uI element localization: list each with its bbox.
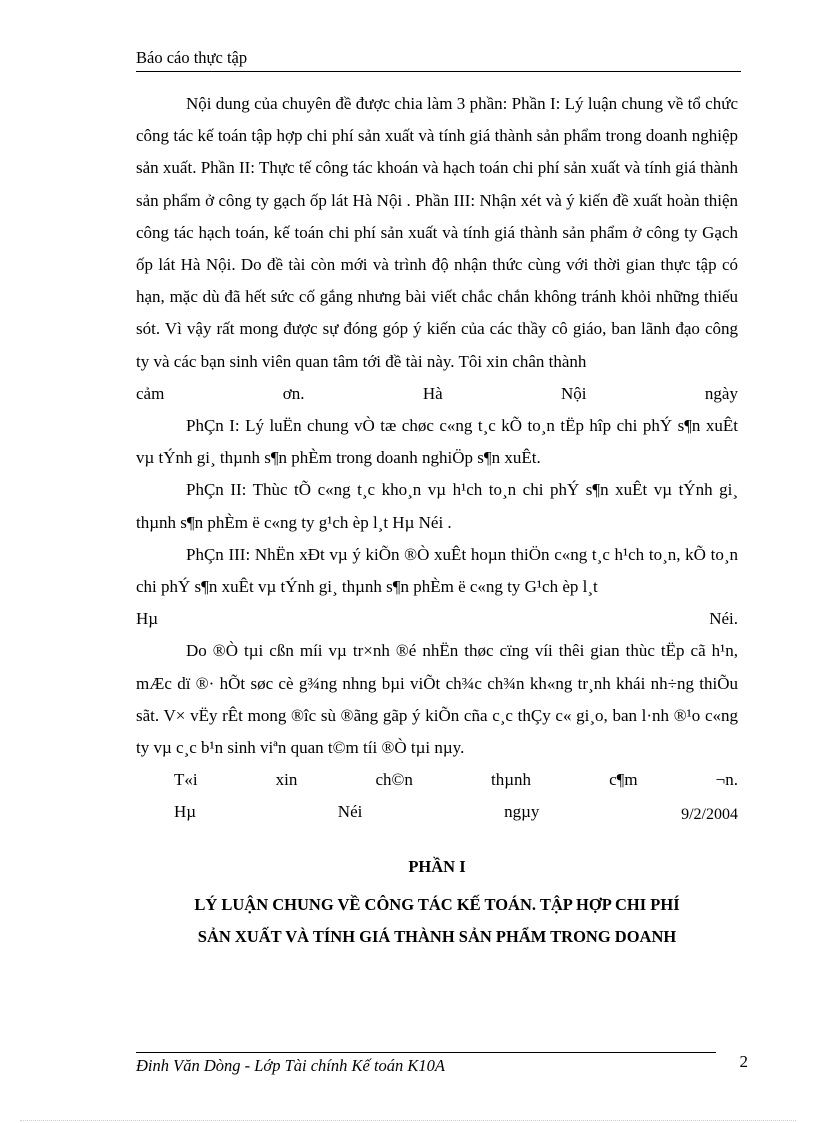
part-title-line-2: SẢN XUẤT VÀ TÍNH GIÁ THÀNH SẢN PHẨM TRONG DOANH (197, 927, 677, 947)
footer-divider (136, 1052, 716, 1053)
date-text: 9/2/2004 (681, 806, 738, 824)
intro-word: Nội (561, 383, 587, 403)
garbled-paragraph-4: Do ®Ò tµi cßn míi vµ tr×nh ®é nhËn thøc cïng víi thêi gian thùc tËp cã h¹n, mÆc dï ®· hÕt søc cè g¾ng nhng bµi viÕt ch¾c ch¾n kh«ng tr¸nh khái nh÷ng thiÕu sãt. V× vËy rÊt mong ®îc sù ®ãng gãp ý kiÕn cña c¸c thÇy c« gi¸o, ban l·nh ®¹o c«ng ty vµ c¸c b¹n sinh viªn quan t©m tíi ®Ò tµi nµy. (136, 641, 738, 758)
part-title-line-1: LÝ LUẬN CHUNG VỀ CÔNG TÁC KẾ TOÁN. TẬP HỢP CHI PHÍ (194, 894, 680, 914)
closing-word: Hµ (174, 802, 197, 822)
closing-word: ch©n (375, 770, 413, 790)
closing-word: Néi (337, 802, 363, 822)
closing-word: xin (275, 770, 298, 790)
intro-word: cảm (136, 383, 165, 403)
page-bottom-border (20, 1120, 796, 1121)
intro-word: ơn. (282, 383, 305, 403)
closing-word: ngµy (504, 802, 540, 822)
footer-author: Đinh Văn Dòng - Lớp Tài chính Kế toán K10A (136, 1056, 446, 1075)
intro-word: Hà (422, 383, 443, 403)
garbled-word: Hµ (136, 609, 159, 629)
closing-word: ¬n. (715, 770, 738, 790)
intro-word: ngày (704, 383, 738, 403)
closing-line-2 (136, 796, 738, 828)
garbled-paragraph-3-last-line (136, 603, 738, 635)
garbled-paragraph-2: PhÇn II: Thùc tÕ c«ng t¸c kho¸n vµ h¹ch to¸n chi phÝ s¶n xuÊt vµ tÝnh gi¸ thµnh s¶n phÈm ë c«ng ty g¹ch èp l¸t Hµ Néi . (136, 480, 738, 532)
closing-word: c¶m (609, 770, 638, 790)
intro-last-line (136, 378, 738, 410)
garbled-paragraph-3: PhÇn III: NhËn xÐt vµ ý kiÕn ®Ò xuÊt hoµn thiÖn c«ng t¸c h¹ch to¸n, kÕ to¸n chi phÝ s¶n xuÊt vµ tÝnh gi¸ thµnh s¶n phÈm ë c«ng ty G¹ch èp l¸t (136, 544, 738, 597)
page-body (136, 88, 738, 953)
closing-line-1 (136, 764, 738, 796)
page-header (136, 48, 741, 72)
page-footer (136, 1052, 748, 1076)
garbled-word: Néi. (709, 609, 738, 629)
garbled-paragraph-1: PhÇn I: Lý luËn chung vÒ tæ chøc c«ng t¸c kÕ to¸n tËp hîp chi phÝ s¶n xuÊt vµ tÝnh gi¸ thµnh s¶n phÈm trong doanh nghiÖp s¶n xuÊt. (136, 416, 738, 468)
part-heading: PHẦN I (408, 856, 466, 876)
header-title: Báo cáo thực tập (136, 48, 248, 67)
closing-word: T«i (174, 770, 198, 790)
intro-paragraph: Nội dung của chuyên đề được chia làm 3 phần: Phần I: Lý luận chung về tổ chức công tác kế toán tập hợp chi phí sản xuất và tính giá thành sản phẩm trong doanh nghiệp sản xuất. Phần II: Thực tế công tác khoán và hạch toán chi phí sản xuất và tính giá thành sản phẩm ở công ty gạch ốp lát Hà Nội . Phần III: Nhận xét và ý kiến đề xuất hoàn thiện công tác hạch toán, kế toán chi phí sản xuất và tính giá thành sản phẩm ở công ty Gạch ốp lát Hà Nội. Do đề tài còn mới và trình độ nhận thức cùng với thời gian thực tập có hạn, mặc dù đã hết sức cố gắng nhưng bài viết chắc chắn không tránh khỏi những thiếu sót. Vì vậy rất mong được sự đóng góp ý kiến của các thầy cô giáo, ban lãnh đạo công ty và các bạn sinh viên quan tâm tới đề tài này. Tôi xin chân thành (136, 94, 738, 371)
closing-word: thµnh (491, 770, 532, 790)
page-number: 2 (739, 1052, 748, 1071)
